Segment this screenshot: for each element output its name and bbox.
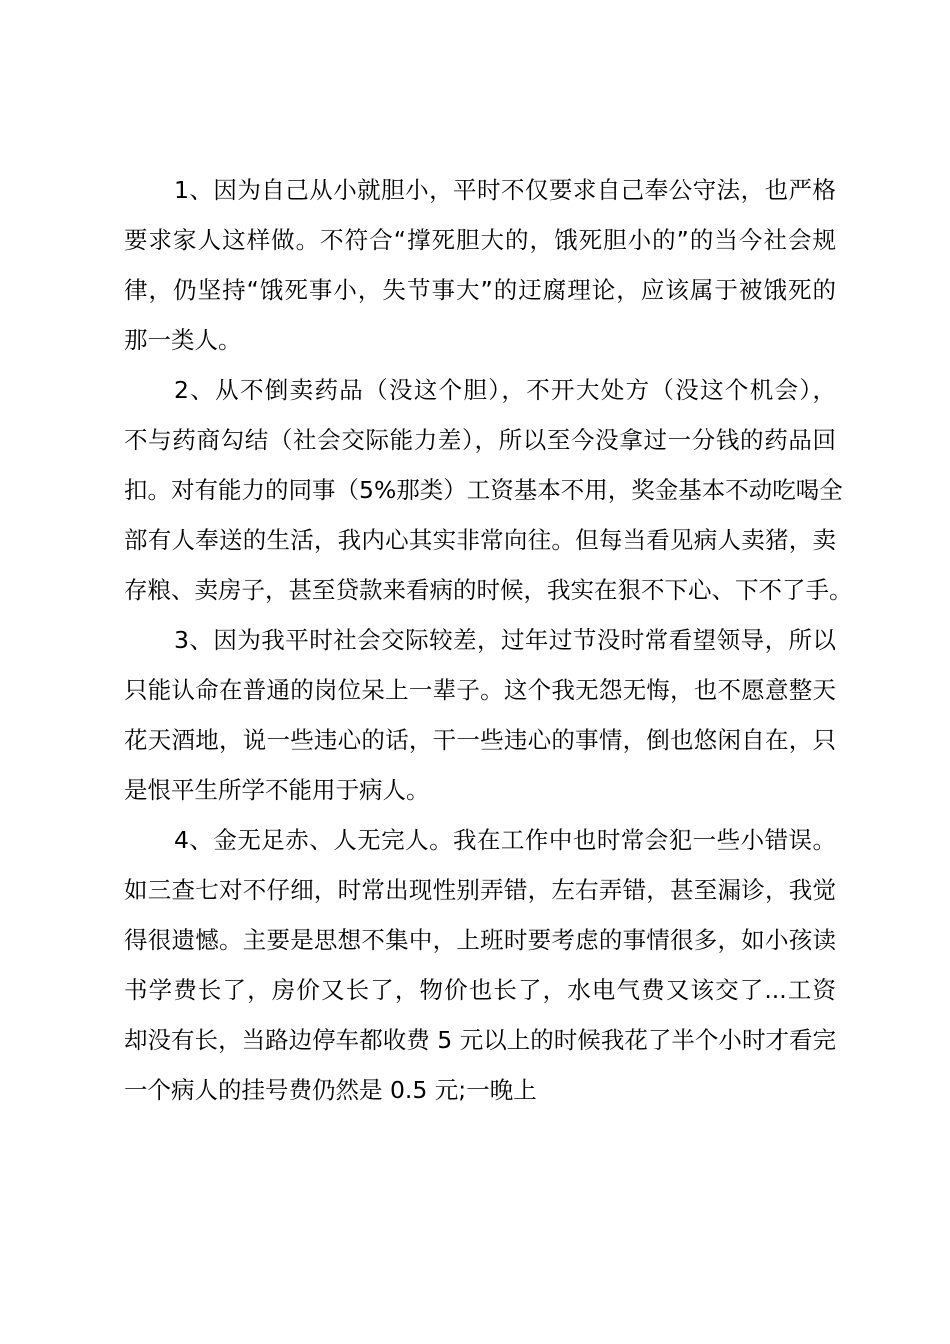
text-line: 不与药商勾结（社会交际能力差），所以至今没拿过一分钱的药品回 — [124, 426, 836, 454]
text-line: 部有人奉送的生活，我内心其实非常向往。但每当看见病人卖猪，卖 — [124, 526, 836, 554]
text-line: 律，仍坚持“饿死事小，失节事大”的迂腐理论，应该属于被饿死的 — [124, 276, 836, 304]
text-line: 花天酒地，说一些违心的话，干一些违心的事情，倒也悠闲自在，只 — [124, 726, 836, 754]
text-line: 只能认命在普通的岗位呆上一辈子。这个我无怨无悔，也不愿意整天 — [124, 676, 836, 704]
text-line: 扣。对有能力的同事（5%那类）工资基本不用，奖金基本不动吃喝全 — [124, 476, 843, 504]
paragraph-1 — [124, 165, 836, 365]
text-line: 是恨平生所学不能用于病人。 — [124, 776, 430, 804]
text-line: 却没有长，当路边停车都收费 5 元以上的时候我花了半个小时才看完 — [124, 1026, 836, 1054]
text-line: 书学费长了，房价又长了，物价也长了，水电气费又该交了...工资 — [124, 976, 836, 1004]
text-line: 3、因为我平时社会交际较差，过年过节没时常看望领导，所以 — [174, 626, 836, 654]
paragraph-4 — [124, 815, 836, 1115]
text-line: 一个病人的挂号费仍然是 0.5 元;一晚上 — [124, 1076, 537, 1104]
text-line: 那一类人。 — [124, 326, 242, 354]
text-line: 2、从不倒卖药品（没这个胆），不开大处方（没这个机会）， — [174, 376, 836, 404]
document-body — [124, 165, 853, 1115]
paragraph-2 — [124, 365, 853, 615]
paragraph-3 — [124, 615, 836, 815]
text-line: 要求家人这样做。不符合“撑死胆大的，饿死胆小的”的当今社会规 — [124, 226, 836, 254]
text-line: 4、金无足赤、人无完人。我在工作中也时常会犯一些小错误。 — [174, 826, 836, 854]
text-line: 得很遗憾。主要是思想不集中，上班时要考虑的事情很多，如小孩读 — [124, 926, 836, 954]
text-line: 如三查七对不仔细，时常出现性别弄错，左右弄错，甚至漏诊，我觉 — [124, 876, 836, 904]
text-line: 存粮、卖房子，甚至贷款来看病的时候，我实在狠不下心、下不了手。 — [124, 576, 853, 604]
text-line: 1、因为自己从小就胆小，平时不仅要求自己奉公守法，也严格 — [174, 176, 836, 204]
